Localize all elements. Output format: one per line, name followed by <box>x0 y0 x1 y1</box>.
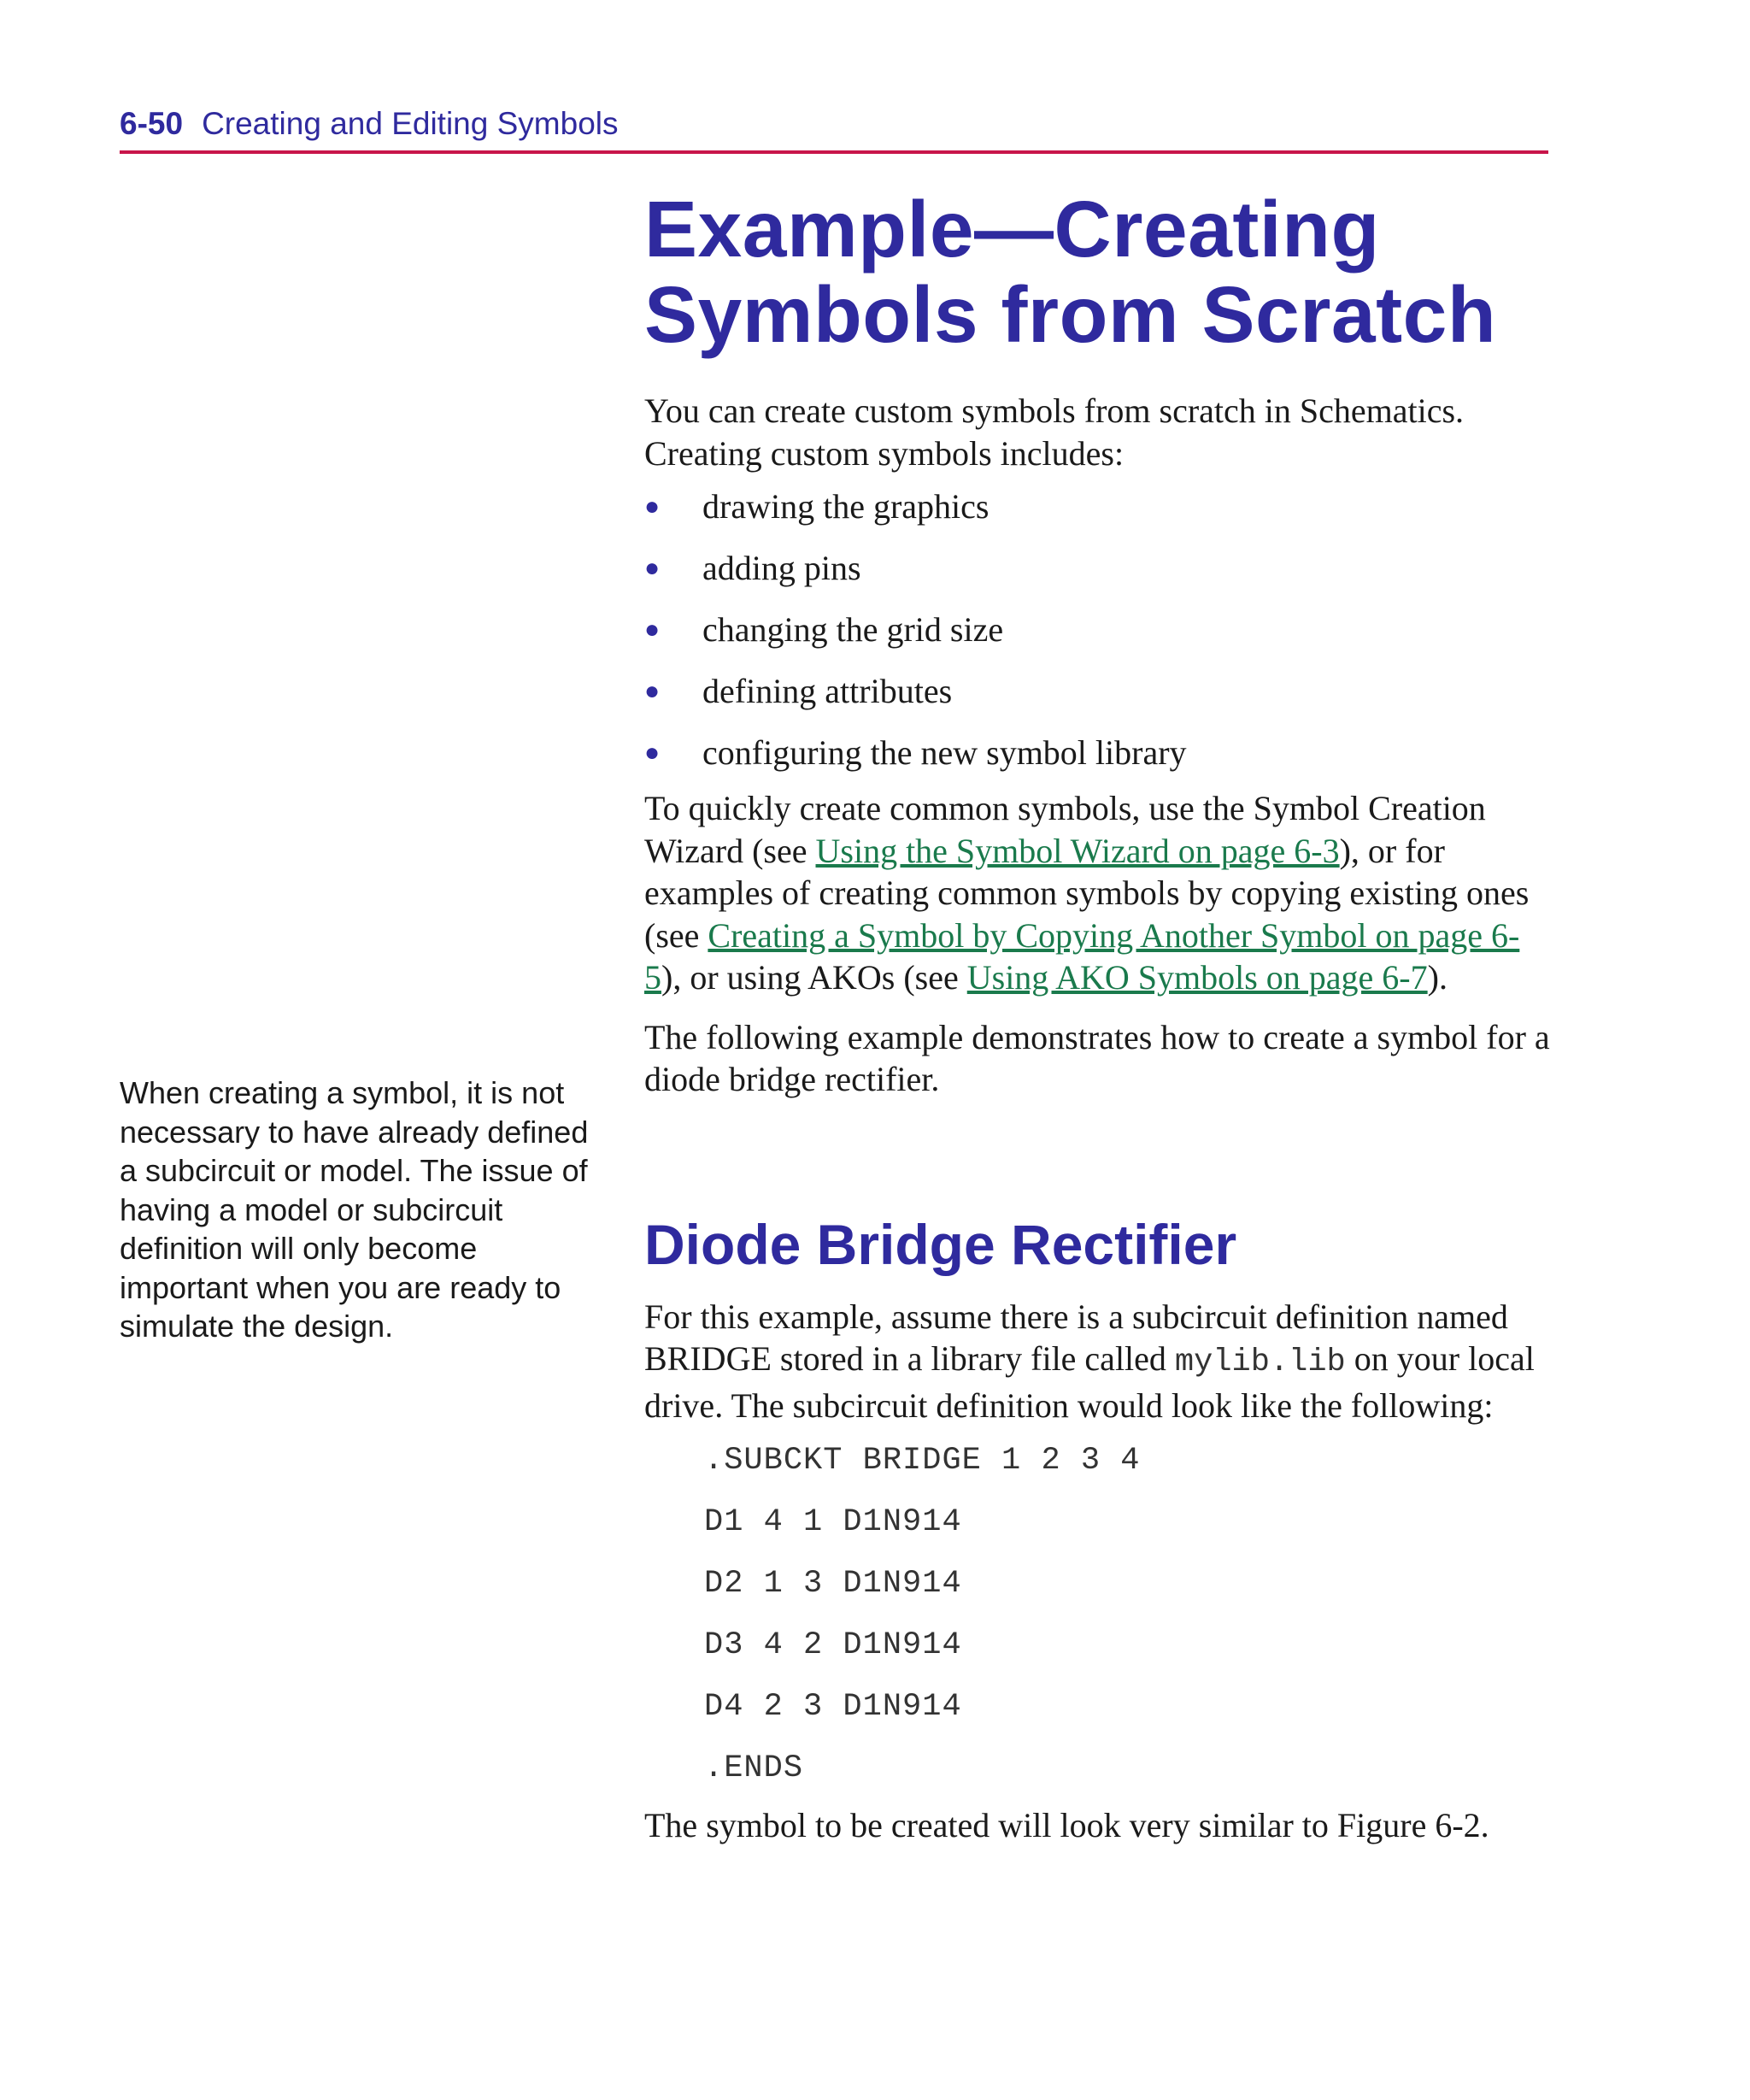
example-intro-paragraph: The following example demonstrates how to create a symbol for a diode bridge rectifier. <box>644 1017 1550 1098</box>
section-title: Creating and Editing Symbols <box>202 106 619 141</box>
code-line: .SUBCKT BRIDGE 1 2 3 4 <box>704 1443 1141 1479</box>
code-line: D4 2 3 D1N914 <box>704 1689 962 1725</box>
cross-reference-paragraph <box>644 787 1550 999</box>
bullet-list <box>644 476 1550 784</box>
code-line: D3 4 2 D1N914 <box>704 1627 962 1663</box>
link-copying-symbol[interactable]: Creating a Symbol by Copying Another Symbol on page 6-5 <box>644 915 1520 997</box>
page-title-line-2: Symbols from Scratch <box>644 270 1497 359</box>
list-item-text: changing the grid size <box>702 610 1004 649</box>
code-line: D1 4 1 D1N914 <box>704 1504 962 1540</box>
list-item-text: adding pins <box>702 549 861 587</box>
code-line: .ENDS <box>704 1750 804 1786</box>
code-line: D2 1 3 D1N914 <box>704 1566 962 1602</box>
closing-paragraph: The symbol to be created will look very similar to Figure 6-2. <box>644 1806 1489 1844</box>
intro-line-2: Creating custom symbols includes: <box>644 433 1125 473</box>
list-item <box>644 538 1550 599</box>
list-item <box>644 661 1550 722</box>
intro-line-1: You can create custom symbols from scratch in Schematics. <box>644 391 1465 430</box>
para-text: ), or using AKOs (see <box>661 958 967 997</box>
bullet-icon: ● <box>644 615 661 644</box>
para-text: For this example, assume there is a subcircuit definition named BRIDGE stored in a library file called <box>644 1297 1508 1378</box>
para-text: ), or for examples of creating common symbols by copying existing ones (see <box>644 831 1530 955</box>
list-item-text: defining attributes <box>702 672 953 710</box>
page-title-line-1: Example—Creating <box>644 185 1380 274</box>
link-symbol-wizard[interactable]: Using the Symbol Wizard on page 6-3 <box>815 831 1340 870</box>
list-item-text: configuring the new symbol library <box>702 733 1187 772</box>
para-text: on your local drive. The subcircuit definition would look like the following: <box>644 1339 1535 1425</box>
link-ako-symbols[interactable]: Using AKO Symbols on page 6-7 <box>966 958 1428 997</box>
list-item <box>644 599 1550 661</box>
bullet-icon: ● <box>644 492 661 521</box>
bullet-icon: ● <box>644 738 661 767</box>
code-block <box>704 1430 1550 1799</box>
margin-note: When creating a symbol, it is not necessary to have already defined a subcircuit or model. The issue of having a model or subcircuit definition will only become important when you are ready to simulate the design. <box>120 1075 589 1344</box>
para-text: ). <box>1427 958 1448 997</box>
para-text: To quickly create common symbols, use the Symbol Creation Wizard (see <box>644 789 1486 870</box>
page-title <box>644 186 1550 357</box>
section-heading: Diode Bridge Rectifier <box>644 1212 1237 1276</box>
list-item-text: drawing the graphics <box>702 487 990 526</box>
intro-paragraph <box>644 390 1550 474</box>
page-number: 6-50 <box>120 106 184 141</box>
header-rule <box>120 150 1548 154</box>
list-item <box>644 476 1550 538</box>
subcircuit-paragraph <box>644 1296 1550 1427</box>
list-item <box>644 722 1550 784</box>
main-content <box>644 186 1550 1847</box>
inline-code-filename: mylib.lib <box>1174 1344 1346 1380</box>
running-header <box>120 106 1548 149</box>
bullet-icon: ● <box>644 554 661 582</box>
bullet-icon: ● <box>644 677 661 705</box>
